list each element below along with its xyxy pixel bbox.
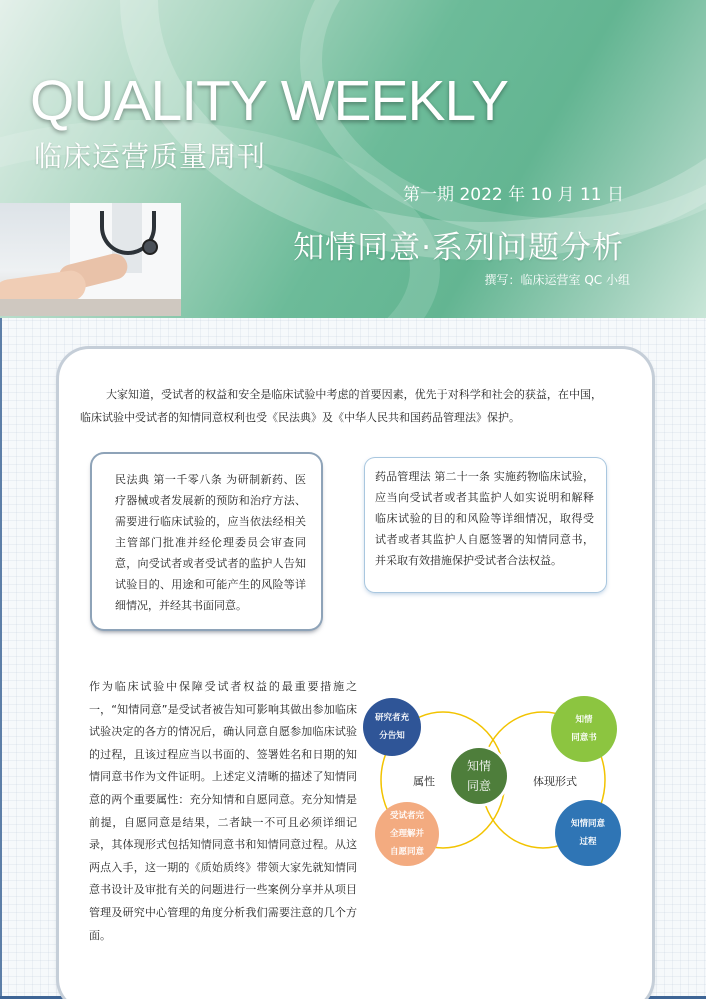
informed-consent-diagram (363, 694, 627, 870)
bubble-investigator-informs: 研究者充 分告知 (363, 698, 421, 756)
page-frame-left (0, 318, 2, 999)
body-paragraph: 作为临床试验中保障受试者权益的最重要措施之一，“知情同意”是受试者被告知可影响其做出参加临床试验决定的各方的情况后，确认同意自愿参加临床试验的过程，且该过程应当以书面的、签署姓名和日期的知情同意书作为文件证明。上述定义清晰的描述了知情同意的两个重要属性：充分知情和自愿同意。充分知情是前提，自愿同意是结果，二者缺一不可且必须详细记录，其体现形式包括知情同意书和知情同意过程。从这两点入手，这一期的《质始质终》带领大家先就知情同意书设计及审批有关的问题进行一些案例分享并从项目管理及研究中心管理的角度分析我们需要注意的几个方面。 (89, 680, 357, 942)
doctor-patient-photo (0, 203, 181, 316)
issue-date: 第一期 2022 年 10 月 11 日 (403, 185, 624, 205)
civil-code-quote-box (92, 454, 321, 629)
masthead (0, 0, 706, 318)
civil-code-quote: 民法典 第一千零八条 为研制新药、医疗器械或者发展新的预防和治疗方法、需要进行临床试验的，应当依法经相关主管部门批准并经伦理委员会审查同意，向受试者或者受试者的监护人告知试验目的、用途和可能产生的风险等详细情况，并经其书面同意。 (115, 473, 306, 612)
label-forms: 体现形式 (533, 775, 577, 788)
author-line: 撰写：临床运营室 QC 小组 (484, 273, 630, 287)
drug-law-quote: 药品管理法 第二十一条 实施药物临床试验，应当向受试者或者其监护人如实说明和解释临床试验的目的和风险等详细情况，取得受试者或者其监护人自愿签署的知情同意书，并采取有效措施保护受试者合法权益。 (375, 470, 594, 567)
bubble-subject-understands: 受试者完 全理解并 自愿同意 (375, 802, 439, 866)
masthead-title-cn: 临床运营质量周刊 (34, 140, 267, 173)
drug-law-quote-box (365, 458, 606, 592)
bubble-consent-form: 知情 同意书 (551, 696, 617, 762)
masthead-title-en: QUALITY WEEKLY (30, 69, 509, 133)
bubble-consent-process: 知情同意 过程 (555, 800, 621, 866)
label-attributes: 属性 (413, 775, 435, 788)
bubble-informed-consent: 知情 同意 (451, 748, 507, 804)
topic-title: 知情同意·系列问题分析 (293, 230, 624, 266)
intro-paragraph: 大家知道，受试者的权益和安全是临床试验中考虑的首要因素，优先于对科学和社会的获益，在中国，临床试验中受试者的知情同意权利也受《民法典》及《中华人民共和国药品管理法》保护。 (80, 388, 602, 424)
